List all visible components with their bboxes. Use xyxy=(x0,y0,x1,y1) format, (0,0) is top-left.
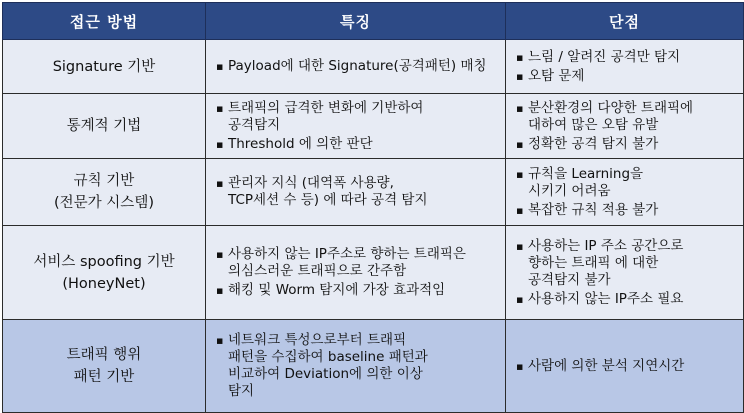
list-item: ▪ 규칙을 Learning을 시키기 어려움 xyxy=(516,165,644,199)
bullet-icon: ▪ xyxy=(516,292,524,306)
method-name: 서비스 spoofing 기반 xyxy=(33,253,175,270)
method-subname: 패턴 기반 xyxy=(73,369,135,385)
features-cell xyxy=(206,226,506,320)
table-header-row xyxy=(3,3,744,40)
list-item: ▪ 복잡한 규칙 적용 불가 xyxy=(516,201,659,218)
list-item: ▪ 사용하는 IP 주소 공간으로 향하는 트래픽 에 대한 공격탐지 불가 xyxy=(516,237,684,288)
method-subname: (HoneyNet) xyxy=(62,275,146,292)
header-features: 특징 xyxy=(206,3,506,40)
detection-methods-table xyxy=(2,2,744,413)
list-item: ▪ 오탐 문제 xyxy=(516,67,585,84)
bullet-icon: ▪ xyxy=(516,69,524,83)
table-row xyxy=(3,94,744,159)
bullet-icon: ▪ xyxy=(216,101,224,115)
bullet-icon: ▪ xyxy=(516,167,524,181)
bullet-icon: ▪ xyxy=(516,203,524,217)
bullet-icon: ▪ xyxy=(216,284,224,297)
features-cell xyxy=(206,40,506,94)
method-subname: (전문가 시스템) xyxy=(54,195,154,211)
method-name: Signature 기반 xyxy=(52,58,156,75)
list-item: ▪ 분산환경의 다양한 트래픽에 대하여 많은 오탐 유발 xyxy=(516,99,694,133)
bullet-icon: ▪ xyxy=(516,50,524,64)
list-item: ▪ 해킹 및 Worm 탐지에 가장 효과적임 xyxy=(216,282,446,298)
bullet-icon: ▪ xyxy=(516,239,524,253)
list-item: ▪ 트래픽의 급격한 변화에 기반하여 공격탐지 xyxy=(216,99,424,133)
bullet-icon: ▪ xyxy=(216,60,224,73)
weaknesses-cell xyxy=(506,159,744,226)
features-cell xyxy=(206,159,506,226)
list-item: ▪ Threshold 에 의한 판단 xyxy=(216,135,373,152)
table-row xyxy=(3,320,744,413)
method-cell xyxy=(3,320,206,413)
table-row xyxy=(3,40,744,94)
bullet-icon: ▪ xyxy=(216,334,224,347)
bullet-icon: ▪ xyxy=(216,248,224,261)
method-name: 통계적 기법 xyxy=(66,118,142,134)
list-item: ▪ 네트워크 특성으로부터 트래픽 패턴을 수집하여 baseline 패턴과 비교하여 Deviation에 의한 이상 탐지 xyxy=(216,332,428,399)
features-cell xyxy=(206,320,506,413)
bullet-icon: ▪ xyxy=(516,101,524,115)
method-name: 규칙 기반 xyxy=(73,173,135,189)
table-row xyxy=(3,159,744,226)
bullet-icon: ▪ xyxy=(216,137,224,151)
list-item: ▪ 정확한 공격 탐지 불가 xyxy=(516,135,659,152)
list-item: ▪ 사람에 의한 분석 지연시간 xyxy=(516,357,685,374)
list-item: ▪ 느림 / 알려진 공격만 탐지 xyxy=(516,48,681,65)
header-method: 접근 방법 xyxy=(3,3,206,40)
list-item: ▪ Payload에 대한 Signature(공격패턴) 매칭 xyxy=(216,58,487,74)
header-weaknesses: 단점 xyxy=(506,3,744,40)
bullet-icon: ▪ xyxy=(216,177,224,190)
weaknesses-cell xyxy=(506,94,744,159)
bullet-icon: ▪ xyxy=(516,137,524,151)
method-name: 트래픽 행위 xyxy=(66,347,142,363)
weaknesses-cell xyxy=(506,40,744,94)
method-cell xyxy=(3,159,206,226)
bullet-icon: ▪ xyxy=(516,359,524,373)
features-cell xyxy=(206,94,506,159)
method-cell xyxy=(3,94,206,159)
table-row xyxy=(3,226,744,320)
method-cell xyxy=(3,226,206,320)
method-cell xyxy=(3,40,206,94)
weaknesses-cell xyxy=(506,226,744,320)
list-item: ▪ 사용하지 않는 IP주소로 향하는 트래픽은 의심스러운 트래픽으로 간주함 xyxy=(216,246,466,279)
list-item: ▪ 관리자 지식 (대역폭 사용량, TCP세션 수 등) 에 따라 공격 탐지 xyxy=(216,175,428,208)
weaknesses-cell xyxy=(506,320,744,413)
list-item: ▪ 사용하지 않는 IP주소 필요 xyxy=(516,290,684,307)
